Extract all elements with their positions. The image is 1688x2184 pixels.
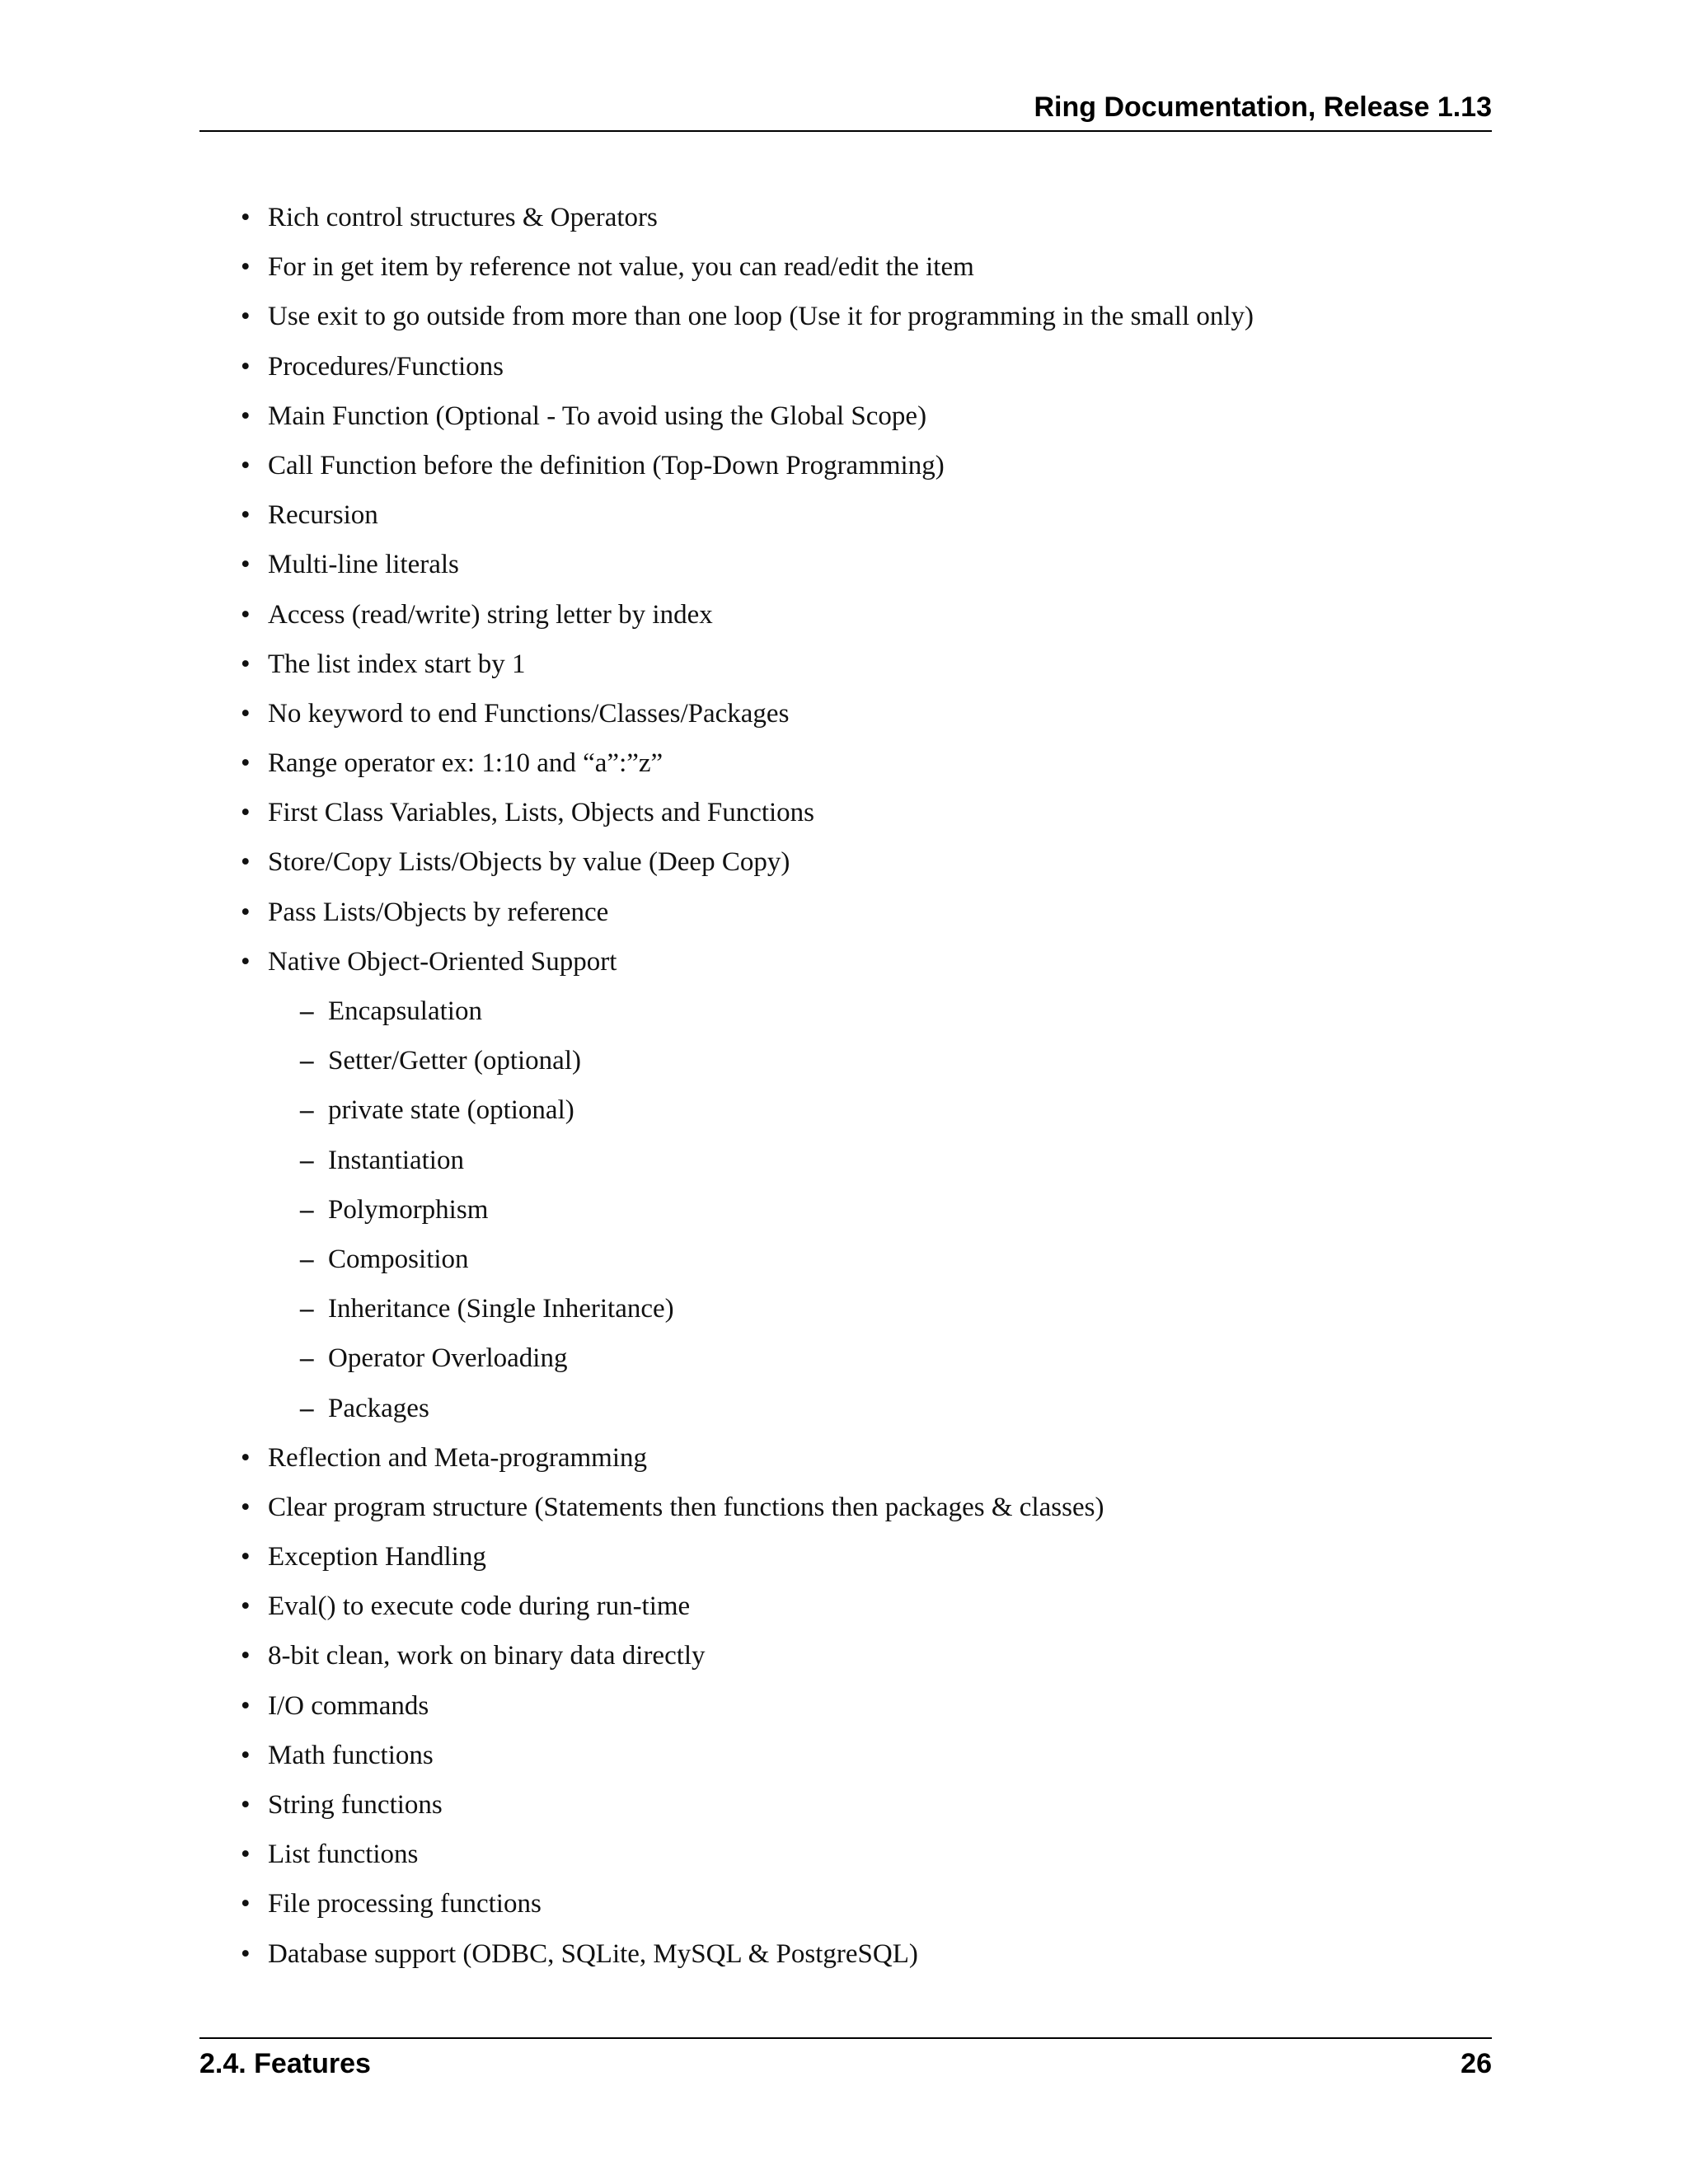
- list-item-text: Packages: [328, 1393, 429, 1423]
- list-item-text: Multi-line literals: [268, 550, 459, 580]
- dash-marker: –: [300, 1046, 314, 1076]
- bullet-marker: •: [241, 401, 251, 431]
- sub-list-item: [241, 1041, 1477, 1090]
- list-item: [241, 198, 1477, 247]
- list-item: [241, 1785, 1477, 1835]
- list-item: [241, 446, 1477, 495]
- bullet-marker: •: [241, 203, 251, 232]
- list-item-text: Pass Lists/Objects by reference: [268, 897, 609, 927]
- list-item-text: Procedures/Functions: [268, 351, 504, 382]
- sub-list-item: [241, 1338, 1477, 1388]
- list-item-text: For in get item by reference not value, you can read/edit the item: [268, 252, 974, 283]
- bullet-marker: •: [241, 847, 251, 878]
- sub-list-item: [241, 1289, 1477, 1338]
- list-item-text: Inheritance (Single Inheritance): [328, 1294, 674, 1324]
- sub-list-item: [241, 1141, 1477, 1190]
- list-item: [241, 1736, 1477, 1785]
- header-title: Ring Documentation, Release 1.13: [1034, 91, 1492, 123]
- bullet-marker: •: [241, 1591, 251, 1622]
- bullet-marker: •: [241, 252, 251, 283]
- bullet-marker: •: [241, 649, 251, 679]
- bullet-marker: •: [241, 1690, 251, 1721]
- list-item: [241, 743, 1477, 793]
- list-item-text: Eval() to execute code during run-time: [268, 1591, 691, 1622]
- list-item-text: The list index start by 1: [268, 649, 526, 679]
- list-item: [241, 545, 1477, 594]
- list-item: [241, 1488, 1477, 1537]
- list-item-text: Store/Copy Lists/Objects by value (Deep Copy): [268, 847, 790, 878]
- list-item: [241, 1884, 1477, 1933]
- list-item: [241, 495, 1477, 545]
- bullet-marker: •: [241, 1889, 251, 1919]
- list-item-text: Operator Overloading: [328, 1343, 568, 1374]
- list-item: [241, 793, 1477, 842]
- dash-marker: –: [300, 1244, 314, 1274]
- list-item: [241, 1438, 1477, 1488]
- sub-list-item: [241, 1240, 1477, 1289]
- bullet-marker: •: [241, 1740, 251, 1770]
- dash-marker: –: [300, 996, 314, 1026]
- page-footer: [199, 2037, 1492, 2079]
- list-item-text: Range operator ex: 1:10 and “a”:”z”: [268, 748, 663, 779]
- bullet-marker: •: [241, 798, 251, 828]
- list-item-text: private state (optional): [328, 1095, 574, 1126]
- footer-section-title: 2.4. Features: [199, 2048, 371, 2079]
- dash-marker: –: [300, 1393, 314, 1423]
- page-header: [199, 91, 1492, 132]
- bullet-marker: •: [241, 1492, 251, 1522]
- bullet-marker: •: [241, 698, 251, 729]
- sub-list-item: [241, 1090, 1477, 1140]
- list-item-text: Database support (ODBC, SQLite, MySQL & PostgreSQL): [268, 1938, 918, 1969]
- list-item: [241, 1586, 1477, 1636]
- list-item-text: First Class Variables, Lists, Objects and Functions: [268, 798, 815, 828]
- list-item-text: Clear program structure (Statements then functions then packages & classes): [268, 1492, 1104, 1522]
- dash-marker: –: [300, 1294, 314, 1324]
- list-item-text: Instantiation: [328, 1145, 464, 1175]
- bullet-marker: •: [241, 351, 251, 382]
- list-item: [241, 595, 1477, 644]
- list-item-text: Recursion: [268, 500, 378, 531]
- sub-list-item: [241, 1190, 1477, 1240]
- list-item-text: Main Function (Optional - To avoid using the Global Scope): [268, 401, 927, 431]
- features-list: [241, 198, 1477, 1984]
- bullet-marker: •: [241, 500, 251, 531]
- dash-marker: –: [300, 1194, 314, 1225]
- list-item-text: Polymorphism: [328, 1194, 489, 1225]
- list-item: [241, 893, 1477, 942]
- bullet-marker: •: [241, 1442, 251, 1473]
- bullet-marker: •: [241, 748, 251, 779]
- list-item: [241, 644, 1477, 694]
- list-item: [241, 396, 1477, 446]
- list-item-text: I/O commands: [268, 1690, 429, 1721]
- bullet-marker: •: [241, 897, 251, 927]
- list-item: [241, 1934, 1477, 1984]
- bullet-marker: •: [241, 1840, 251, 1870]
- list-item: [241, 247, 1477, 297]
- bullet-marker: •: [241, 1641, 251, 1671]
- footer-page-number: 26: [1461, 2048, 1492, 2079]
- list-item-text: Native Object-Oriented Support: [268, 946, 617, 977]
- list-item: [241, 694, 1477, 743]
- bullet-marker: •: [241, 1542, 251, 1572]
- list-item: [241, 1686, 1477, 1736]
- bullet-marker: •: [241, 1938, 251, 1969]
- list-item-text: 8-bit clean, work on binary data directly: [268, 1641, 706, 1671]
- list-item-text: Composition: [328, 1244, 469, 1274]
- list-item: [241, 297, 1477, 346]
- list-item-text: Setter/Getter (optional): [328, 1046, 581, 1076]
- list-item-text: Math functions: [268, 1740, 434, 1770]
- sub-list-item: [241, 1389, 1477, 1438]
- list-item: [241, 1636, 1477, 1685]
- bullet-marker: •: [241, 550, 251, 580]
- list-item-text: File processing functions: [268, 1889, 542, 1919]
- list-item: [241, 1835, 1477, 1884]
- list-item: [241, 842, 1477, 892]
- dash-marker: –: [300, 1095, 314, 1126]
- bullet-marker: •: [241, 599, 251, 630]
- bullet-marker: •: [241, 302, 251, 332]
- list-item: [241, 942, 1477, 991]
- bullet-marker: •: [241, 946, 251, 977]
- list-item-text: Reflection and Meta-programming: [268, 1442, 648, 1473]
- list-item-text: Rich control structures & Operators: [268, 203, 658, 232]
- bullet-marker: •: [241, 450, 251, 480]
- list-item-text: Exception Handling: [268, 1542, 486, 1572]
- sub-list-item: [241, 991, 1477, 1041]
- bullet-marker: •: [241, 1790, 251, 1820]
- list-item-text: List functions: [268, 1840, 419, 1870]
- list-item-text: Encapsulation: [328, 996, 482, 1026]
- list-item-text: Access (read/write) string letter by index: [268, 599, 713, 630]
- dash-marker: –: [300, 1145, 314, 1175]
- list-item: [241, 347, 1477, 396]
- list-item: [241, 1537, 1477, 1586]
- list-item-text: Call Function before the definition (Top-Down Programming): [268, 450, 945, 480]
- list-item-text: Use exit to go outside from more than one loop (Use it for programming in the small only): [268, 302, 1254, 332]
- list-item-text: String functions: [268, 1790, 443, 1820]
- list-item-text: No keyword to end Functions/Classes/Packages: [268, 698, 790, 729]
- dash-marker: –: [300, 1343, 314, 1374]
